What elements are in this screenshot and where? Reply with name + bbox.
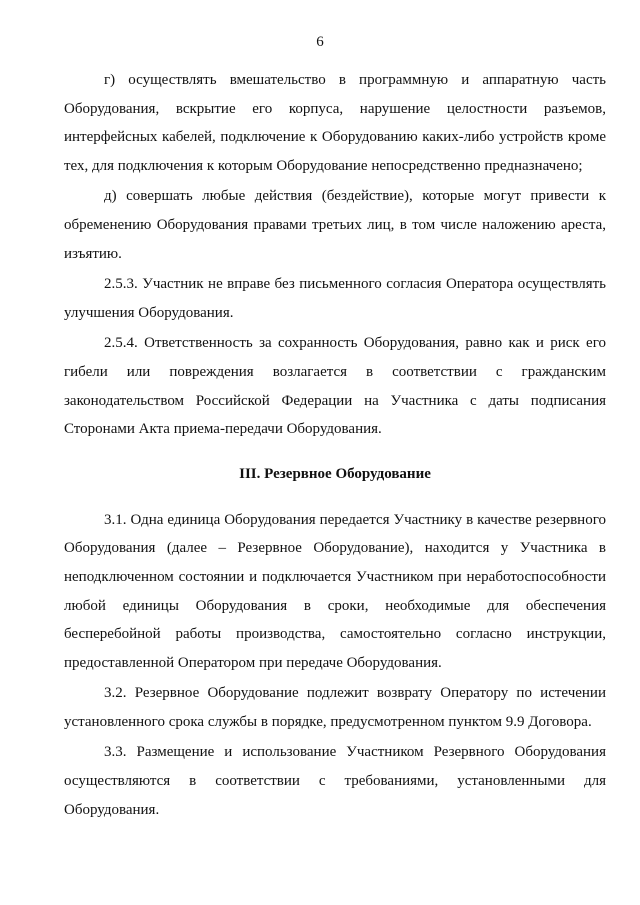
paragraph-3-3: 3.3. Размещение и использование Участником Резервного Оборудования осуществляются в соответствии с требованиями, установленными для Оборудования. (64, 744, 606, 818)
section-heading: III. Резервное Оборудование (239, 465, 431, 482)
paragraph-2-5-4: 2.5.4. Ответственность за сохранность Оборудования, равно как и риск его гибели или повреждения возлагается в соответствии с гражданским законодательством Российской Федерации на Участника с даты подписания Сторонами Акта приема-передачи Оборудования. (64, 335, 606, 438)
document-body (64, 66, 606, 826)
paragraph-2-5-2-g: г) осуществлять вмешательство в программную и аппаратную часть Оборудования, вскрытие его корпуса, нарушение целостности разъемов, интерфейсных кабелей, подключение к Оборудованию каких-либо устройств кроме тех, для подключения к которым Оборудование непосредственно предназначено; (64, 72, 606, 174)
paragraph-2-5-2-d: д) совершать любые действия (бездействие), которые могут привести к обременению Оборудования правами третьих лиц, в том числе наложению ареста, изъятию. (64, 188, 606, 262)
page-number: 6 (316, 34, 324, 50)
paragraph-2-5-3: 2.5.3. Участник не вправе без письменного согласия Оператора осуществлять улучшения Оборудования. (64, 276, 606, 321)
paragraph-3-1: 3.1. Одна единица Оборудования передается Участнику в качестве резервного Оборудования (далее – Резервное Оборудование), находится у Участника в неподключенном состоянии и подключается Участником при неработоспособности любой единицы Оборудования в сроки, необходимые для обеспечения бесперебойной работы производства, самостоятельно согласно инструкции, предоставленной Оператором при передаче Оборудования. (64, 511, 606, 671)
paragraph-3-2: 3.2. Резервное Оборудование подлежит возврату Оператору по истечении установленного срока службы в порядке, предусмотренном пунктом 9.9 Договора. (64, 685, 606, 730)
